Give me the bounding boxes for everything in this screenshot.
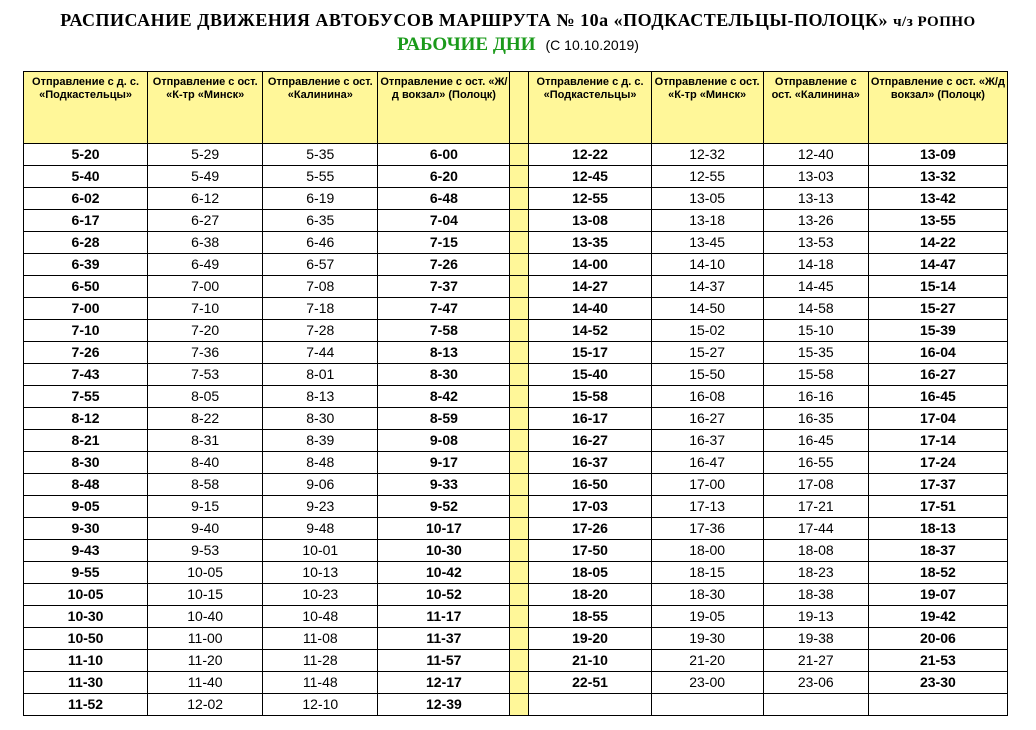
time-cell-kalinina-right: 14-58 (763, 298, 868, 320)
table-row (24, 474, 1008, 496)
time-cell-kalinina-left: 7-28 (263, 320, 378, 342)
table-row (24, 562, 1008, 584)
time-cell-podkastelcy-left: 7-00 (24, 298, 148, 320)
time-cell-vokzal-left: 9-52 (378, 496, 510, 518)
time-cell-podkastelcy-left: 9-05 (24, 496, 148, 518)
time-cell-podkastelcy-right: 17-50 (529, 540, 651, 562)
time-cell-kalinina-right: 17-21 (763, 496, 868, 518)
time-cell-vokzal-left: 9-17 (378, 452, 510, 474)
time-cell-minsk-left: 6-49 (148, 254, 263, 276)
time-cell-vokzal-right: 18-13 (868, 518, 1007, 540)
time-cell-minsk-right (651, 694, 763, 716)
col-header-kalinina-left: Отправление с ост. «Калинина» (263, 72, 378, 144)
column-separator (510, 298, 529, 320)
time-cell-vokzal-left: 8-42 (378, 386, 510, 408)
time-cell-podkastelcy-left: 11-52 (24, 694, 148, 716)
table-row (24, 584, 1008, 606)
time-cell-podkastelcy-left: 10-05 (24, 584, 148, 606)
time-cell-kalinina-left: 7-44 (263, 342, 378, 364)
time-cell-minsk-right: 17-00 (651, 474, 763, 496)
time-cell-kalinina-left: 10-13 (263, 562, 378, 584)
time-cell-kalinina-right: 16-35 (763, 408, 868, 430)
time-cell-podkastelcy-right: 19-20 (529, 628, 651, 650)
column-separator (510, 408, 529, 430)
time-cell-minsk-left: 11-20 (148, 650, 263, 672)
time-cell-podkastelcy-left: 7-26 (24, 342, 148, 364)
time-cell-minsk-right: 13-45 (651, 232, 763, 254)
title-main: РАСПИСАНИЕ ДВИЖЕНИЯ АВТОБУСОВ МАРШРУТА № 10а «ПОДКАСТЕЛЬЦЫ-ПОЛОЦК» (60, 10, 889, 30)
time-cell-vokzal-right: 14-22 (868, 232, 1007, 254)
time-cell-minsk-left: 6-27 (148, 210, 263, 232)
time-cell-kalinina-right (763, 694, 868, 716)
table-row (24, 254, 1008, 276)
time-cell-kalinina-right: 16-55 (763, 452, 868, 474)
time-cell-minsk-right: 15-02 (651, 320, 763, 342)
header-row (24, 72, 1008, 144)
time-cell-kalinina-left: 8-39 (263, 430, 378, 452)
time-cell-kalinina-left: 6-35 (263, 210, 378, 232)
time-cell-vokzal-right: 15-39 (868, 320, 1007, 342)
time-cell-kalinina-left: 7-08 (263, 276, 378, 298)
time-cell-podkastelcy-right: 14-00 (529, 254, 651, 276)
time-cell-kalinina-left: 11-08 (263, 628, 378, 650)
effective-date: (С 10.10.2019) (545, 37, 639, 53)
time-cell-minsk-right: 14-37 (651, 276, 763, 298)
time-cell-podkastelcy-right: 15-40 (529, 364, 651, 386)
time-cell-kalinina-right: 12-40 (763, 144, 868, 166)
time-cell-podkastelcy-left: 7-43 (24, 364, 148, 386)
time-cell-minsk-right: 18-15 (651, 562, 763, 584)
time-cell-minsk-left: 8-40 (148, 452, 263, 474)
time-cell-minsk-right: 19-05 (651, 606, 763, 628)
time-cell-kalinina-left: 10-48 (263, 606, 378, 628)
table-row (24, 408, 1008, 430)
time-cell-minsk-left: 7-00 (148, 276, 263, 298)
col-header-podkastelcy-right: Отправление с д. с. «Подкастельцы» (529, 72, 651, 144)
time-cell-vokzal-right: 15-14 (868, 276, 1007, 298)
time-cell-minsk-left: 10-40 (148, 606, 263, 628)
table-row (24, 694, 1008, 716)
table-row (24, 144, 1008, 166)
time-cell-kalinina-right: 19-13 (763, 606, 868, 628)
column-separator (510, 254, 529, 276)
time-cell-vokzal-right: 17-24 (868, 452, 1007, 474)
time-cell-podkastelcy-right: 17-26 (529, 518, 651, 540)
time-cell-podkastelcy-left: 6-50 (24, 276, 148, 298)
time-cell-minsk-left: 10-15 (148, 584, 263, 606)
time-cell-vokzal-right: 17-04 (868, 408, 1007, 430)
time-cell-podkastelcy-right: 18-20 (529, 584, 651, 606)
time-cell-podkastelcy-right: 21-10 (529, 650, 651, 672)
time-cell-kalinina-left: 5-55 (263, 166, 378, 188)
time-cell-podkastelcy-left: 8-21 (24, 430, 148, 452)
time-cell-minsk-right: 16-27 (651, 408, 763, 430)
time-cell-kalinina-left: 11-48 (263, 672, 378, 694)
time-cell-vokzal-left: 11-37 (378, 628, 510, 650)
time-cell-podkastelcy-right: 13-08 (529, 210, 651, 232)
time-cell-podkastelcy-left: 5-40 (24, 166, 148, 188)
time-cell-podkastelcy-right: 22-51 (529, 672, 651, 694)
table-row (24, 298, 1008, 320)
time-cell-vokzal-left: 8-30 (378, 364, 510, 386)
time-cell-podkastelcy-left: 10-50 (24, 628, 148, 650)
time-cell-minsk-right: 12-55 (651, 166, 763, 188)
time-cell-vokzal-right: 19-07 (868, 584, 1007, 606)
time-cell-vokzal-left: 9-33 (378, 474, 510, 496)
time-cell-kalinina-right: 21-27 (763, 650, 868, 672)
time-cell-vokzal-left: 12-39 (378, 694, 510, 716)
time-cell-podkastelcy-right: 18-05 (529, 562, 651, 584)
table-row (24, 672, 1008, 694)
col-header-kalinina-right: Отправление с ост. «Калинина» (763, 72, 868, 144)
time-cell-kalinina-left: 11-28 (263, 650, 378, 672)
time-cell-minsk-left: 8-22 (148, 408, 263, 430)
time-cell-vokzal-right: 19-42 (868, 606, 1007, 628)
time-cell-podkastelcy-right: 16-17 (529, 408, 651, 430)
time-cell-kalinina-right: 18-38 (763, 584, 868, 606)
time-cell-kalinina-left: 10-23 (263, 584, 378, 606)
time-cell-kalinina-right: 15-35 (763, 342, 868, 364)
time-cell-vokzal-right (868, 694, 1007, 716)
table-row (24, 364, 1008, 386)
time-cell-podkastelcy-right: 12-55 (529, 188, 651, 210)
time-cell-minsk-right: 18-30 (651, 584, 763, 606)
table-row (24, 320, 1008, 342)
time-cell-minsk-right: 18-00 (651, 540, 763, 562)
table-row (24, 430, 1008, 452)
time-cell-podkastelcy-right: 15-17 (529, 342, 651, 364)
time-cell-minsk-right: 19-30 (651, 628, 763, 650)
time-cell-minsk-left: 7-53 (148, 364, 263, 386)
time-cell-vokzal-left: 7-58 (378, 320, 510, 342)
time-cell-podkastelcy-right: 15-58 (529, 386, 651, 408)
time-cell-kalinina-right: 16-16 (763, 386, 868, 408)
time-cell-kalinina-left: 10-01 (263, 540, 378, 562)
time-cell-vokzal-left: 10-52 (378, 584, 510, 606)
time-cell-minsk-left: 10-05 (148, 562, 263, 584)
time-cell-minsk-right: 16-47 (651, 452, 763, 474)
time-cell-podkastelcy-right (529, 694, 651, 716)
schedule-body (24, 144, 1008, 716)
time-cell-minsk-left: 8-58 (148, 474, 263, 496)
column-separator (510, 72, 529, 144)
time-cell-podkastelcy-right: 12-22 (529, 144, 651, 166)
schedule-title (0, 10, 1036, 31)
time-cell-kalinina-right: 13-03 (763, 166, 868, 188)
time-cell-podkastelcy-right: 16-37 (529, 452, 651, 474)
column-separator (510, 320, 529, 342)
time-cell-kalinina-right: 13-53 (763, 232, 868, 254)
table-row (24, 650, 1008, 672)
workdays-label: РАБОЧИЕ ДНИ (397, 34, 536, 55)
time-cell-minsk-right: 23-00 (651, 672, 763, 694)
time-cell-kalinina-left: 7-18 (263, 298, 378, 320)
time-cell-podkastelcy-left: 9-30 (24, 518, 148, 540)
time-cell-podkastelcy-right: 13-35 (529, 232, 651, 254)
time-cell-vokzal-left: 6-00 (378, 144, 510, 166)
column-separator (510, 496, 529, 518)
time-cell-vokzal-left: 11-57 (378, 650, 510, 672)
column-separator (510, 342, 529, 364)
time-cell-vokzal-right: 13-32 (868, 166, 1007, 188)
time-cell-podkastelcy-left: 6-39 (24, 254, 148, 276)
time-cell-kalinina-left: 6-19 (263, 188, 378, 210)
time-cell-vokzal-left: 7-37 (378, 276, 510, 298)
time-cell-minsk-right: 13-05 (651, 188, 763, 210)
time-cell-minsk-right: 17-36 (651, 518, 763, 540)
time-cell-kalinina-right: 13-26 (763, 210, 868, 232)
time-cell-podkastelcy-right: 14-52 (529, 320, 651, 342)
time-cell-podkastelcy-right: 17-03 (529, 496, 651, 518)
time-cell-vokzal-right: 14-47 (868, 254, 1007, 276)
column-separator (510, 650, 529, 672)
time-cell-minsk-left: 6-12 (148, 188, 263, 210)
column-separator (510, 452, 529, 474)
time-cell-kalinina-left: 8-48 (263, 452, 378, 474)
time-cell-vokzal-left: 8-59 (378, 408, 510, 430)
time-cell-minsk-right: 13-18 (651, 210, 763, 232)
column-separator (510, 628, 529, 650)
table-row (24, 210, 1008, 232)
time-cell-vokzal-right: 16-04 (868, 342, 1007, 364)
time-cell-minsk-right: 15-50 (651, 364, 763, 386)
table-row (24, 452, 1008, 474)
title-tail: ч/з РОПНО (893, 14, 976, 30)
table-row (24, 188, 1008, 210)
time-cell-vokzal-left: 10-30 (378, 540, 510, 562)
column-separator (510, 474, 529, 496)
time-cell-kalinina-left: 12-10 (263, 694, 378, 716)
time-cell-kalinina-left: 8-30 (263, 408, 378, 430)
time-cell-podkastelcy-left: 8-30 (24, 452, 148, 474)
time-cell-minsk-left: 11-40 (148, 672, 263, 694)
time-cell-kalinina-right: 18-23 (763, 562, 868, 584)
time-cell-minsk-right: 12-32 (651, 144, 763, 166)
time-cell-vokzal-left: 6-20 (378, 166, 510, 188)
time-cell-vokzal-right: 17-14 (868, 430, 1007, 452)
table-row (24, 386, 1008, 408)
column-separator (510, 386, 529, 408)
time-cell-minsk-right: 17-13 (651, 496, 763, 518)
time-cell-minsk-left: 8-31 (148, 430, 263, 452)
time-cell-minsk-left: 9-53 (148, 540, 263, 562)
time-cell-minsk-right: 21-20 (651, 650, 763, 672)
time-cell-vokzal-left: 10-17 (378, 518, 510, 540)
table-row (24, 496, 1008, 518)
time-cell-kalinina-left: 6-46 (263, 232, 378, 254)
time-cell-podkastelcy-left: 10-30 (24, 606, 148, 628)
time-cell-vokzal-left: 9-08 (378, 430, 510, 452)
time-cell-kalinina-right: 23-06 (763, 672, 868, 694)
time-cell-minsk-right: 16-08 (651, 386, 763, 408)
time-cell-minsk-left: 9-40 (148, 518, 263, 540)
time-cell-vokzal-right: 13-55 (868, 210, 1007, 232)
time-cell-vokzal-right: 23-30 (868, 672, 1007, 694)
time-cell-minsk-left: 7-10 (148, 298, 263, 320)
time-cell-podkastelcy-left: 6-17 (24, 210, 148, 232)
time-cell-minsk-right: 15-27 (651, 342, 763, 364)
time-cell-kalinina-left: 9-23 (263, 496, 378, 518)
column-separator (510, 144, 529, 166)
time-cell-podkastelcy-left: 7-55 (24, 386, 148, 408)
schedule-subtitle (0, 34, 1036, 56)
column-separator (510, 166, 529, 188)
time-cell-kalinina-left: 6-57 (263, 254, 378, 276)
time-cell-kalinina-right: 16-45 (763, 430, 868, 452)
time-cell-kalinina-right: 15-10 (763, 320, 868, 342)
time-cell-vokzal-right: 21-53 (868, 650, 1007, 672)
column-separator (510, 210, 529, 232)
time-cell-podkastelcy-right: 16-27 (529, 430, 651, 452)
time-cell-vokzal-left: 10-42 (378, 562, 510, 584)
table-row (24, 518, 1008, 540)
table-row (24, 232, 1008, 254)
time-cell-podkastelcy-right: 14-40 (529, 298, 651, 320)
time-cell-minsk-right: 14-10 (651, 254, 763, 276)
time-cell-vokzal-left: 7-47 (378, 298, 510, 320)
column-separator (510, 232, 529, 254)
col-header-vokzal-right: Отправление с ост. «Ж/д вокзал» (Полоцк) (868, 72, 1007, 144)
col-header-vokzal-left: Отправление с ост. «Ж/д вокзал» (Полоцк) (378, 72, 510, 144)
column-separator (510, 276, 529, 298)
time-cell-podkastelcy-left: 6-02 (24, 188, 148, 210)
time-cell-kalinina-left: 9-48 (263, 518, 378, 540)
time-cell-vokzal-left: 7-04 (378, 210, 510, 232)
time-cell-minsk-left: 9-15 (148, 496, 263, 518)
time-cell-kalinina-right: 14-45 (763, 276, 868, 298)
table-row (24, 606, 1008, 628)
time-cell-minsk-right: 14-50 (651, 298, 763, 320)
time-cell-minsk-left: 5-49 (148, 166, 263, 188)
schedule-table (23, 71, 1008, 716)
time-cell-vokzal-right: 16-27 (868, 364, 1007, 386)
time-cell-vokzal-right: 13-09 (868, 144, 1007, 166)
time-cell-minsk-left: 5-29 (148, 144, 263, 166)
time-cell-kalinina-right: 14-18 (763, 254, 868, 276)
time-cell-vokzal-right: 18-37 (868, 540, 1007, 562)
col-header-minsk-right: Отправление с ост. «К-тр «Минск» (651, 72, 763, 144)
time-cell-kalinina-right: 18-08 (763, 540, 868, 562)
time-cell-minsk-left: 7-20 (148, 320, 263, 342)
time-cell-vokzal-right: 17-37 (868, 474, 1007, 496)
time-cell-kalinina-left: 9-06 (263, 474, 378, 496)
time-cell-vokzal-right: 16-45 (868, 386, 1007, 408)
time-cell-podkastelcy-left: 9-55 (24, 562, 148, 584)
column-separator (510, 364, 529, 386)
time-cell-vokzal-left: 7-26 (378, 254, 510, 276)
time-cell-vokzal-left: 8-13 (378, 342, 510, 364)
table-row (24, 342, 1008, 364)
column-separator (510, 518, 529, 540)
time-cell-vokzal-right: 15-27 (868, 298, 1007, 320)
time-cell-vokzal-right: 17-51 (868, 496, 1007, 518)
time-cell-podkastelcy-left: 7-10 (24, 320, 148, 342)
time-cell-vokzal-right: 20-06 (868, 628, 1007, 650)
table-row (24, 166, 1008, 188)
time-cell-vokzal-right: 18-52 (868, 562, 1007, 584)
time-cell-kalinina-left: 8-13 (263, 386, 378, 408)
time-cell-podkastelcy-left: 9-43 (24, 540, 148, 562)
time-cell-podkastelcy-left: 8-48 (24, 474, 148, 496)
time-cell-kalinina-right: 15-58 (763, 364, 868, 386)
column-separator (510, 606, 529, 628)
time-cell-podkastelcy-left: 11-10 (24, 650, 148, 672)
time-cell-minsk-left: 7-36 (148, 342, 263, 364)
time-cell-podkastelcy-left: 5-20 (24, 144, 148, 166)
time-cell-podkastelcy-right: 14-27 (529, 276, 651, 298)
time-cell-vokzal-left: 12-17 (378, 672, 510, 694)
time-cell-podkastelcy-right: 16-50 (529, 474, 651, 496)
column-separator (510, 672, 529, 694)
time-cell-minsk-left: 11-00 (148, 628, 263, 650)
time-cell-minsk-left: 12-02 (148, 694, 263, 716)
time-cell-podkastelcy-left: 11-30 (24, 672, 148, 694)
time-cell-kalinina-left: 8-01 (263, 364, 378, 386)
table-row (24, 628, 1008, 650)
col-header-podkastelcy-left: Отправление с д. с. «Подкастельцы» (24, 72, 148, 144)
time-cell-minsk-left: 6-38 (148, 232, 263, 254)
column-separator (510, 584, 529, 606)
time-cell-minsk-right: 16-37 (651, 430, 763, 452)
table-row (24, 540, 1008, 562)
time-cell-podkastelcy-right: 18-55 (529, 606, 651, 628)
column-separator (510, 540, 529, 562)
time-cell-kalinina-right: 17-44 (763, 518, 868, 540)
time-cell-kalinina-right: 13-13 (763, 188, 868, 210)
time-cell-vokzal-left: 11-17 (378, 606, 510, 628)
column-separator (510, 562, 529, 584)
column-separator (510, 694, 529, 716)
time-cell-vokzal-left: 6-48 (378, 188, 510, 210)
table-row (24, 276, 1008, 298)
column-separator (510, 188, 529, 210)
time-cell-podkastelcy-right: 12-45 (529, 166, 651, 188)
col-header-minsk-left: Отправление с ост. «К-тр «Минск» (148, 72, 263, 144)
column-separator (510, 430, 529, 452)
time-cell-minsk-left: 8-05 (148, 386, 263, 408)
time-cell-kalinina-left: 5-35 (263, 144, 378, 166)
time-cell-podkastelcy-left: 8-12 (24, 408, 148, 430)
time-cell-vokzal-right: 13-42 (868, 188, 1007, 210)
time-cell-podkastelcy-left: 6-28 (24, 232, 148, 254)
time-cell-kalinina-right: 17-08 (763, 474, 868, 496)
time-cell-vokzal-left: 7-15 (378, 232, 510, 254)
time-cell-kalinina-right: 19-38 (763, 628, 868, 650)
